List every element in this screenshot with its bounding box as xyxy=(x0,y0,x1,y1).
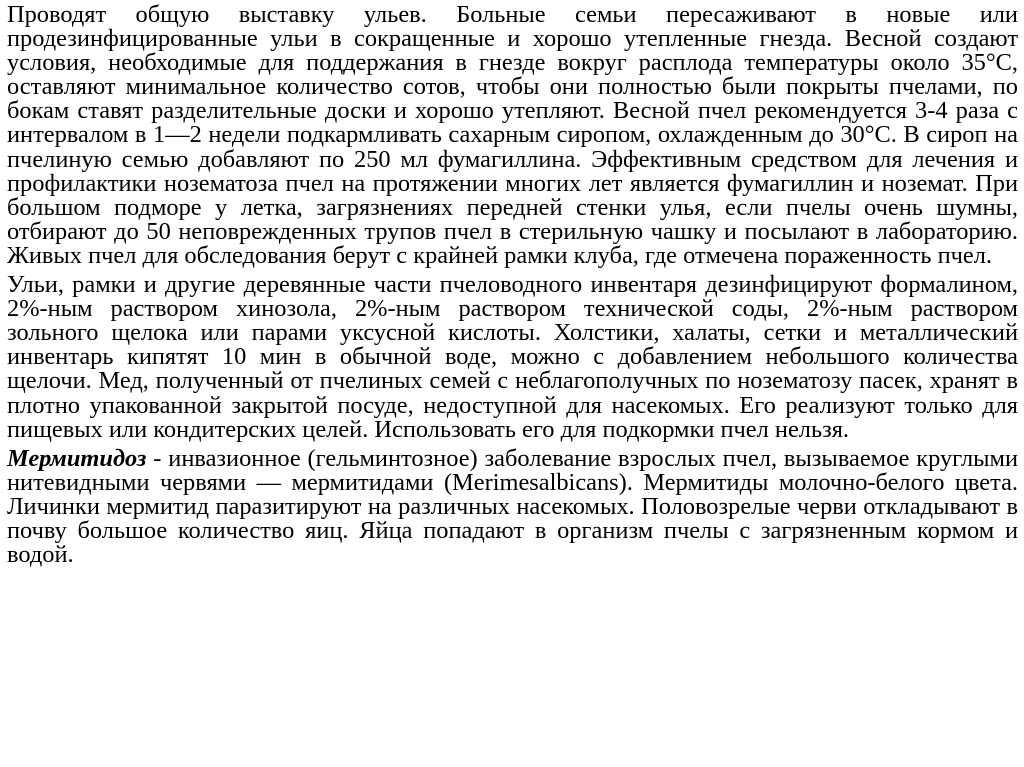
term-mermithidosis: Мермитидоз xyxy=(7,444,147,472)
paragraph-mermithidosis-text: - инвазионное (гельминтозное) заболевание взрослых пчел, вызываемое круглыми нитевидными червями — мермитидами (Merimesalbicans). Мермитиды молочно-белого цвета. Личинки мермитид паразитируют на различных насекомых. Половозрелые черви откладывают в почву большое количество яиц. Яйца попадают в организм пчелы с загрязненным кормом и водой. xyxy=(7,444,1018,569)
paragraph-disinfection: Ульи, рамки и другие деревянные части пчеловодного инвентаря дезинфицируют формалином, 2%-ным раствором хинозола, 2%-ным раствором технической соды, 2%-ным раствором зольного щелока или парами уксусной кислоты. Холстики, халаты, сетки и металлический инвентарь кипятят 10 мин в обычной воде, можно с добавлением небольшого количества щелочи. Мед, полученный от пчелиных семей с неблагополучных по нозематозу пасек, хранят в плотно упакованной закрытой посуде, недоступной для насекомых. Его реализуют только для пищевых или кондитерских целей. Использовать его для подкормки пчел нельзя. xyxy=(7,271,1018,443)
document-page xyxy=(7,3,1018,567)
paragraph-nosematosis-measures: Проводят общую выставку ульев. Больные семьи пересаживают в новые или продезинфицированные ульи в сокращенные и хорошо утепленные гнезда. Весной создают условия, необходимые для поддержания в гнезде вокруг расплода температуры около 35°С, оставляют минимальное количество сотов, чтобы они полностью были покрыты пчелами, по бокам ставят разделительные доски и хорошо утепляют. Весной пчел рекомендуется 3-4 раза с интервалом в 1—2 недели подкармливать сахарным сиропом, охлажденным до 30°С. В сироп на пчелиную семью добавляют по 250 мл фумагиллина. Эффективным средством для лечения и профилактики нозематоза пчел на протяжении многих лет является фумагиллин и ноземат. При большом подморе у летка, загрязнениях передней стенки улья, если пчелы очень шумны, отбирают до 50 неповрежденных трупов пчел в стерильную чашку и посылают в лабораторию. Живых пчел для обследования берут с крайней рамки клуба, где отмечена пораженность пчел. xyxy=(7,1,1018,269)
paragraph-mermithidosis xyxy=(7,444,1018,569)
